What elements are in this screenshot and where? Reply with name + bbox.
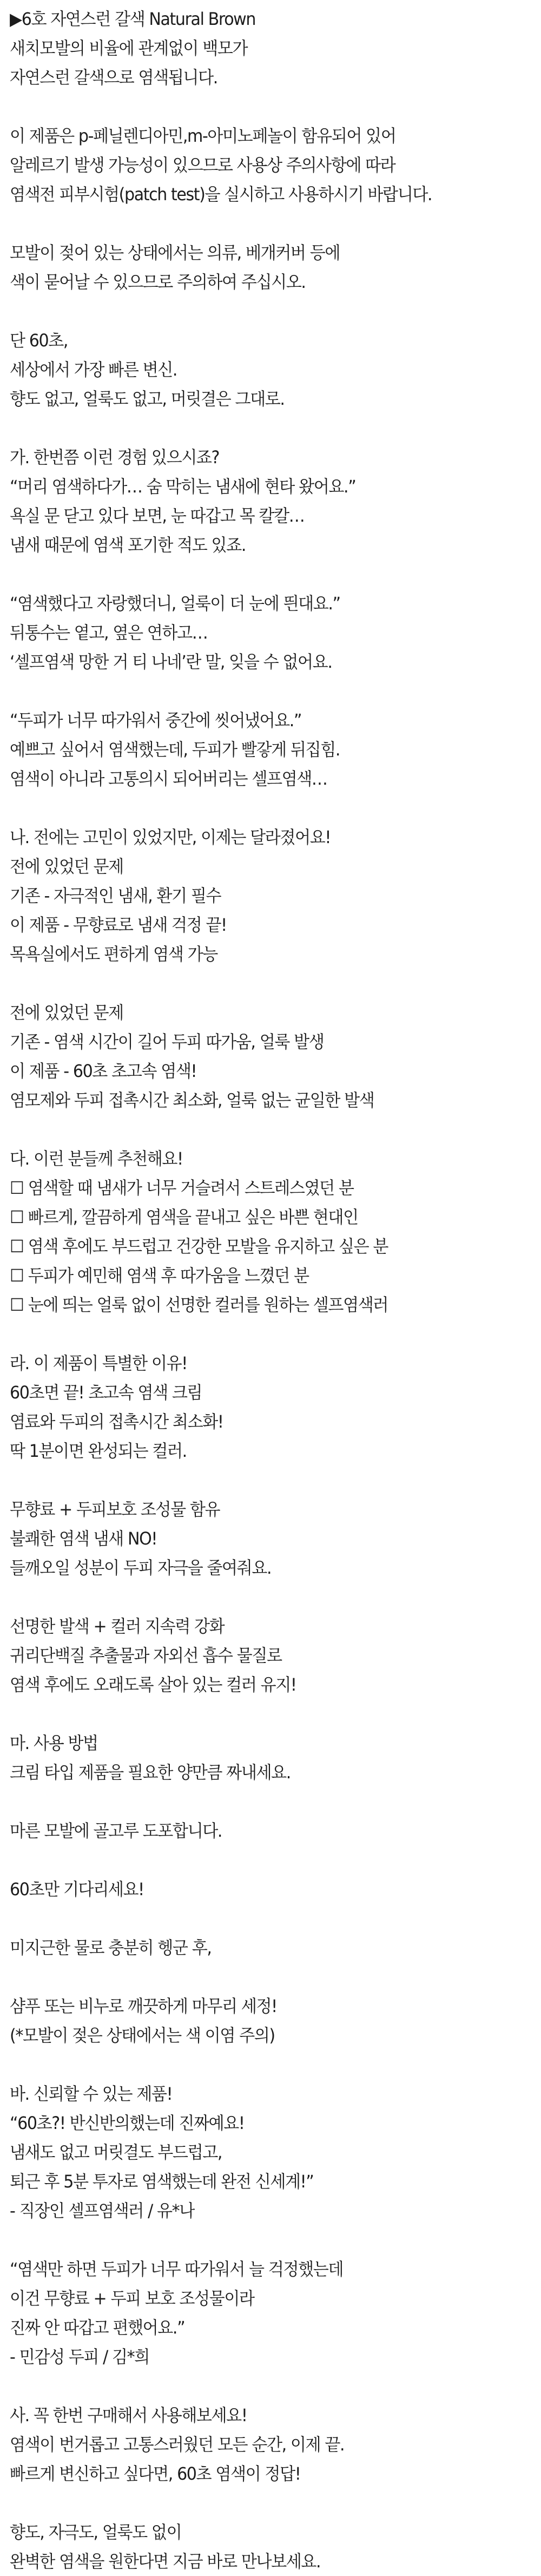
text-line: 크림 타입 제품을 필요한 양만큼 짜내세요. (10, 1762, 291, 1783)
text-line: 예쁘고 싶어서 염색했는데, 두피가 빨갛게 뒤집힘. (10, 739, 340, 760)
paragraph (10, 1992, 503, 2050)
paragraph (10, 1875, 503, 1904)
text-line: 무향료 + 두피보호 조성물 함유 (10, 1499, 220, 1520)
paragraph (10, 823, 503, 969)
text-line: “염색했다고 자랑했더니, 얼룩이 더 눈에 띈대요.” (10, 593, 340, 614)
paragraph (10, 2518, 503, 2576)
text-line: ☐ 두피가 예민해 염색 후 따가움을 느꼈던 분 (10, 1265, 309, 1286)
text-line: 이 제품은 p-페닐렌디아민,m-아미노페놀이 함유되어 있어 (10, 126, 396, 146)
text-line: 들깨오일 성분이 두피 자극을 줄여줘요. (10, 1558, 272, 1578)
text-line: (*모발이 젖은 상태에서는 색 이염 주의) (10, 2025, 275, 2046)
paragraph-gap (10, 969, 503, 998)
text-line: ☐ 빠르게, 깔끔하게 염색을 끝내고 싶은 바쁜 현대인 (10, 1207, 358, 1227)
paragraph (10, 2079, 503, 2225)
paragraph (10, 443, 503, 560)
text-line: 이건 무향료 + 두피 보호 조성물이라 (10, 2288, 254, 2309)
text-line: 이 제품 - 무향료로 냄새 걱정 끝! (10, 915, 227, 935)
text-line: ☐ 염색할 때 냄새가 너무 거슬려서 스트레스였던 분 (10, 1178, 354, 1198)
paragraph-gap (10, 1466, 503, 1495)
text-line: 세상에서 가장 빠른 변신. (10, 359, 177, 380)
paragraph (10, 998, 503, 1115)
paragraph-gap (10, 1787, 503, 1816)
paragraph (10, 4, 503, 92)
paragraph (10, 1729, 503, 1787)
paragraph-gap (10, 2488, 503, 2518)
text-line: 향도, 자극도, 얼룩도 없이 (10, 2522, 182, 2542)
text-line: ☐ 염색 후에도 부드럽고 건강한 모발을 유지하고 싶은 분 (10, 1236, 388, 1257)
paragraph (10, 1612, 503, 1699)
paragraph (10, 1933, 503, 1962)
text-line: 귀리단백질 추출물과 자외선 흡수 물질로 (10, 1645, 282, 1666)
text-line: 염색 후에도 오래도록 살아 있는 컬러 유지! (10, 1674, 296, 1695)
text-line: 샴푸 또는 비누로 깨끗하게 마무리 세정! (10, 1996, 277, 2016)
text-line: 전에 있었던 문제 (10, 1002, 123, 1023)
paragraph-gap (10, 92, 503, 121)
paragraph (10, 1349, 503, 1466)
text-line: 모발이 젖어 있는 상태에서는 의류, 베개커버 등에 (10, 242, 340, 263)
text-line: 기존 - 자극적인 냄새, 환기 필수 (10, 885, 221, 906)
paragraph (10, 706, 503, 793)
text-line: 나. 전에는 고민이 있었지만, 이제는 달라졌어요! (10, 827, 331, 847)
text-line: “염색만 하면 두피가 너무 따가워서 늘 걱정했는데 (10, 2259, 344, 2279)
paragraph-gap (10, 1845, 503, 1875)
paragraph (10, 1816, 503, 1845)
paragraph (10, 238, 503, 297)
product-description (10, 4, 503, 2576)
text-line: 60초만 기다리세요! (10, 1879, 144, 1900)
paragraph-gap (10, 676, 503, 706)
text-line: “머리 염색하다가… 숨 막히는 냄새에 현타 왔어요.” (10, 476, 356, 497)
paragraph (10, 1495, 503, 1582)
text-line: 진짜 안 따갑고 편했어요.” (10, 2317, 185, 2338)
paragraph-gap (10, 1699, 503, 1729)
text-line: 이 제품 - 60초 초고속 염색! (10, 1061, 197, 1081)
text-line: 염색전 피부시험(patch test)을 실시하고 사용하시기 바랍니다. (10, 184, 432, 205)
text-line: 염색이 아니라 고통의시 되어버리는 셀프염색… (10, 768, 327, 789)
paragraph-gap (10, 413, 503, 443)
paragraph-gap (10, 793, 503, 823)
text-line: “60초?! 반신반의했는데 진짜예요! (10, 2113, 245, 2133)
paragraph (10, 589, 503, 676)
paragraph-gap (10, 560, 503, 589)
text-line: 단 60초, (10, 330, 68, 351)
text-line: 라. 이 제품이 특별한 이유! (10, 1353, 187, 1374)
text-line: 빠르게 변신하고 싶다면, 60초 염색이 정답! (10, 2463, 301, 2484)
text-line: “두피가 너무 따가워서 중간에 씻어냈어요.” (10, 710, 302, 731)
text-line: 냄새 때문에 염색 포기한 적도 있죠. (10, 535, 246, 555)
text-line: 전에 있었던 문제 (10, 856, 123, 877)
text-line: - 직장인 셀프염색러 / 유*나 (10, 2200, 194, 2221)
paragraph-gap (10, 2371, 503, 2401)
paragraph (10, 121, 503, 209)
paragraph (10, 2255, 503, 2371)
paragraph-gap (10, 2050, 503, 2079)
text-line: 욕실 문 닫고 있다 보면, 눈 따갑고 목 칼칼… (10, 505, 305, 526)
text-line: 알레르기 발생 가능성이 있으므로 사용상 주의사항에 따라 (10, 155, 395, 175)
text-line: 선명한 발색 + 컬러 지속력 강화 (10, 1616, 225, 1637)
text-line: 완벽한 염색을 원한다면 지금 바로 만나보세요. (10, 2551, 321, 2572)
text-line: 향도 없고, 얼룩도 없고, 머릿결은 그대로. (10, 389, 285, 409)
paragraph-gap (10, 1582, 503, 1612)
text-line: 가. 한번쯤 이런 경험 있으시죠? (10, 447, 220, 468)
text-line: 불쾌한 염색 냄새 NO! (10, 1528, 157, 1549)
text-line: 염모제와 두피 접촉시간 최소화, 얼룩 없는 균일한 발색 (10, 1090, 374, 1110)
text-line: 바. 신뢰할 수 있는 제품! (10, 2084, 173, 2104)
paragraph (10, 1144, 503, 1319)
paragraph-gap (10, 297, 503, 326)
text-line: 마른 모발에 골고루 도포합니다. (10, 1821, 222, 1841)
text-line: 퇴근 후 5분 투자로 염색했는데 완전 신세계!” (10, 2171, 314, 2192)
text-line: 염색이 번거롭고 고통스러웠던 모든 순간, 이제 끝. (10, 2434, 345, 2455)
paragraph (10, 326, 503, 413)
text-line: 마. 사용 방법 (10, 1733, 98, 1753)
text-line: 뒤통수는 옅고, 옆은 연하고… (10, 622, 208, 643)
paragraph-gap (10, 1962, 503, 1992)
text-line: 목욕실에서도 편하게 염색 가능 (10, 944, 217, 964)
text-line: ▶6호 자연스런 갈색 Natural Brown (10, 9, 256, 29)
text-line: 새치모발의 비율에 관계없이 백모가 (10, 38, 248, 58)
text-line: 60초면 끝! 초고속 염색 크림 (10, 1382, 202, 1403)
text-line: ☐ 눈에 띄는 얼룩 없이 선명한 컬러를 원하는 셀프염색러 (10, 1294, 388, 1315)
text-line: 염료와 두피의 접촉시간 최소화! (10, 1411, 223, 1432)
text-line: 냄새도 없고 머릿결도 부드럽고, (10, 2142, 222, 2163)
text-line: - 민감성 두피 / 김*희 (10, 2347, 149, 2367)
text-line: 다. 이런 분들께 추천해요! (10, 1148, 183, 1169)
paragraph-gap (10, 1319, 503, 1349)
paragraph-gap (10, 1115, 503, 1144)
text-line: 딱 1분이면 완성되는 컬러. (10, 1441, 187, 1461)
text-line: 사. 꼭 한번 구매해서 사용해보세요! (10, 2405, 247, 2426)
paragraph-gap (10, 209, 503, 238)
paragraph-gap (10, 1904, 503, 1933)
paragraph-gap (10, 2225, 503, 2255)
text-line: 자연스런 갈색으로 염색됩니다. (10, 67, 217, 88)
text-line: 색이 묻어날 수 있으므로 주의하여 주십시오. (10, 272, 306, 292)
paragraph (10, 2401, 503, 2488)
text-line: ‘셀프염색 망한 거 티 나네’란 말, 잊을 수 없어요. (10, 652, 332, 672)
text-line: 기존 - 염색 시간이 길어 두피 따가움, 얼룩 발생 (10, 1031, 324, 1052)
text-line: 미지근한 물로 충분히 헹군 후, (10, 1937, 212, 1958)
